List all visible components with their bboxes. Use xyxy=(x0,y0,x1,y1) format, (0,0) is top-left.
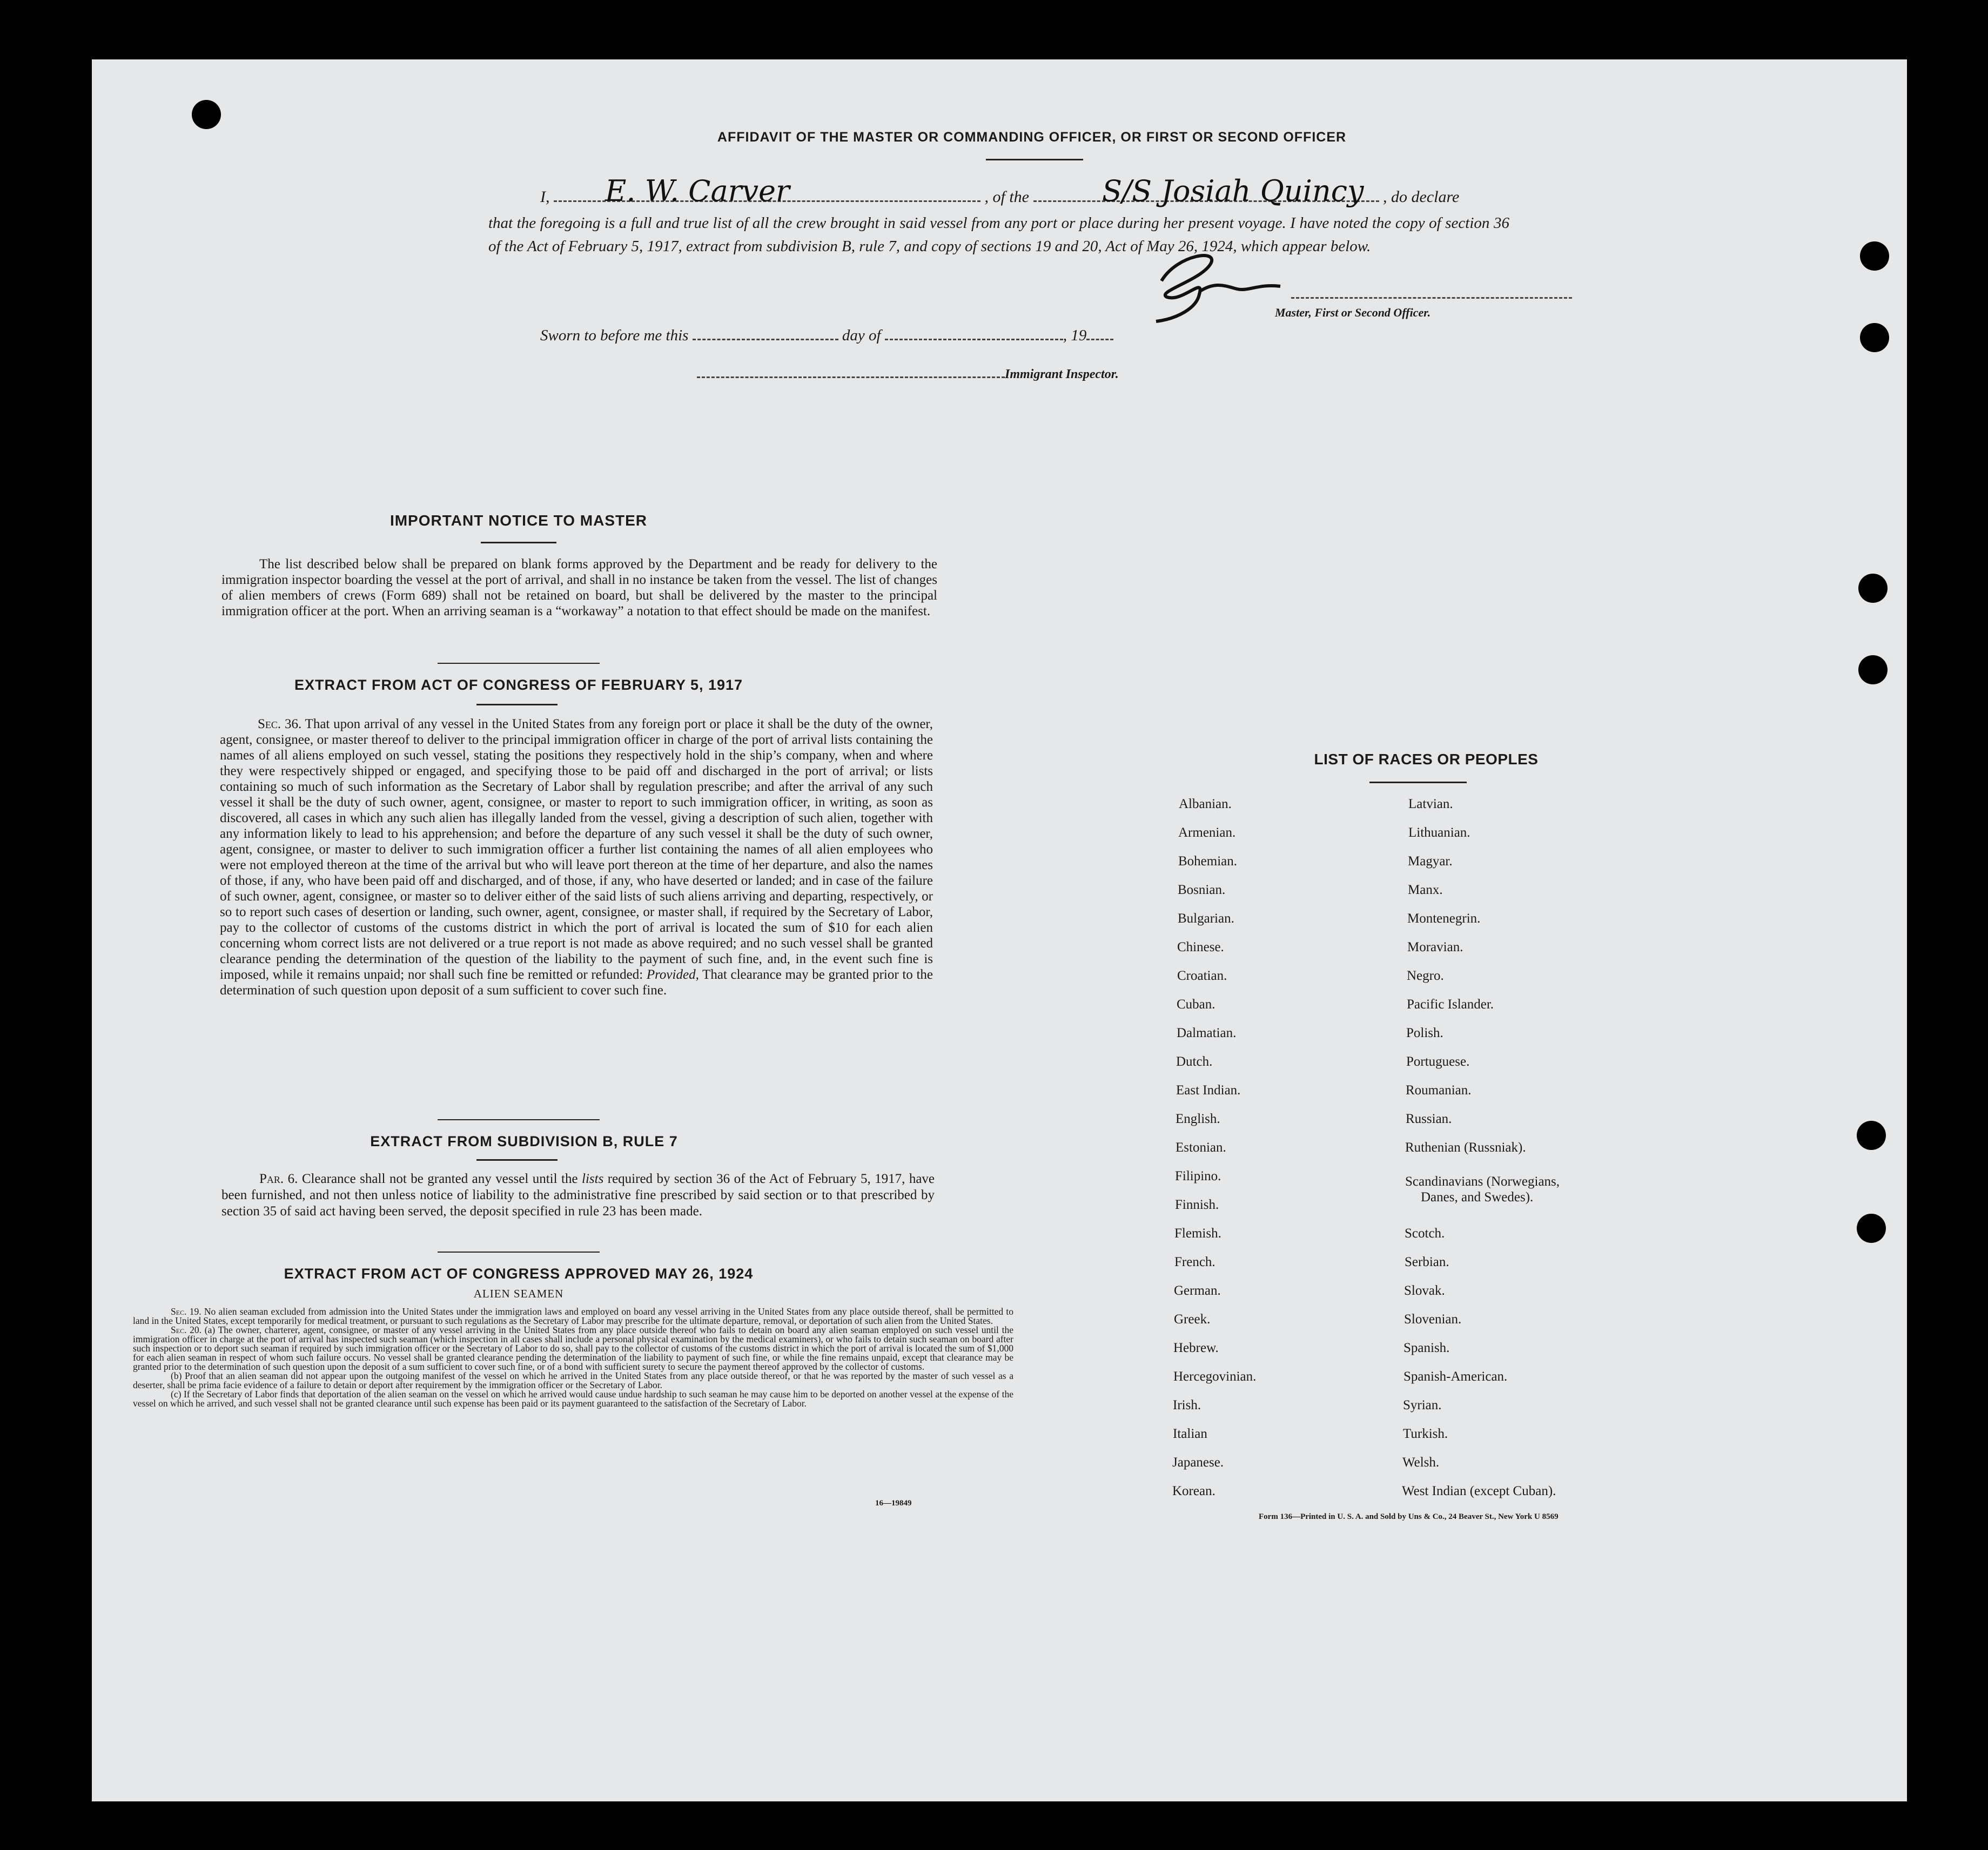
race-item: Russian. xyxy=(1406,1112,1452,1126)
sec-36-label: Sec. 36. xyxy=(258,717,302,731)
inspector-line xyxy=(697,367,1119,382)
divider xyxy=(986,159,1083,160)
race-item: German. xyxy=(1174,1283,1221,1298)
sec-20a-text: (a) The owner, charterer, agent, consignee, or master of any vessel arriving in the United States from any place outside thereof who fails to detain on board any alien seaman employed on such vessel until the immigration officer in charge at the port of arrival has inspected such seaman (which inspection in all cases shall include a personal physical examination by the medical examiners), or who fails to detain such seaman on board after such inspection or to deport such seaman if required by such immigration officer or the Secretary of Labor to do so, shall pay to the collector of customs of the customs district in which the port of arrival is located the sum of $1,000 for each alien seaman in respect of whom such failure occurs. No vessel shall be granted clearance pending the determination of the liability to payment of such fine, or while the fine remains unpaid, except that clearance may be granted prior to the determination of such question upon the deposit of a sum sufficient to cover such fine, or of a bond with sufficient surety to secure the payment thereof approved by the collector of customs. xyxy=(133,1324,1013,1372)
divider xyxy=(438,663,600,664)
divider xyxy=(476,1159,558,1161)
race-item: Magyar. xyxy=(1408,854,1453,869)
extract-1917-title: EXTRACT FROM ACT OF CONGRESS OF FEBRUARY 5, 1917 xyxy=(294,677,743,693)
inspector-caption: Immigrant Inspector. xyxy=(1005,367,1119,381)
sec-20b-text: (b) Proof that an alien seaman did not appear upon the outgoing manifest of the vessel on which he arrived in the United States from any place outside thereof, or that he was reported by the master of such vessel as a deserter, shall be prima facie evidence of a failure to detain or deport after requirement by the immigration officer or the Secretary of Labor. xyxy=(133,1370,1013,1390)
punch-hole xyxy=(1858,655,1888,684)
divider xyxy=(1369,782,1467,783)
signature xyxy=(1145,243,1286,324)
extract-1917-body xyxy=(220,716,933,998)
punch-hole xyxy=(1857,1121,1886,1150)
race-item-continuation: Danes, and Swedes). xyxy=(1421,1190,1534,1205)
signature-caption: Master, First or Second Officer. xyxy=(1275,306,1431,319)
punch-hole xyxy=(1860,241,1889,271)
race-item: Spanish. xyxy=(1403,1341,1450,1355)
race-item: Chinese. xyxy=(1177,940,1224,954)
race-item: Scandinavians (Norwegians, xyxy=(1405,1174,1560,1189)
divider xyxy=(438,1119,600,1120)
race-item: West Indian (except Cuban). xyxy=(1402,1484,1556,1498)
divider xyxy=(476,704,558,705)
race-item: Negro. xyxy=(1407,968,1444,983)
race-item: Lithuanian. xyxy=(1408,825,1470,840)
rule7-title: EXTRACT FROM SUBDIVISION B, RULE 7 xyxy=(370,1133,678,1149)
race-item: Bosnian. xyxy=(1178,883,1226,897)
race-item: Pacific Islander. xyxy=(1407,997,1494,1012)
rule7-text-b: required by section 36 of the Act of February 5, 1917, have been furnished, and not then unless notice of liability to the administrative fine prescribed by said section or to that prescribed by section 35 of said act having been served, the deposit specified in rule 23 has been made. xyxy=(221,1172,935,1219)
race-item: Turkish. xyxy=(1403,1427,1448,1441)
race-item: Polish. xyxy=(1406,1026,1443,1040)
race-item: Bulgarian. xyxy=(1178,911,1234,926)
race-item: Armenian. xyxy=(1178,825,1236,840)
divider xyxy=(481,542,556,543)
master-name: E. W. Carver xyxy=(605,174,790,208)
race-item: Estonian. xyxy=(1176,1140,1226,1155)
race-item: Latvian. xyxy=(1408,797,1453,811)
sworn-line: Sworn to before me this day of , 19 xyxy=(540,327,1113,345)
race-item: Manx. xyxy=(1408,883,1443,897)
par-6-label: Par. 6. xyxy=(259,1172,298,1186)
sec-19-label: Sec. 19. xyxy=(171,1306,202,1317)
race-item: Irish. xyxy=(1173,1398,1201,1412)
form-footer: Form 136—Printed in U. S. A. and Sold by Uns & Co., 24 Beaver St., New York U 8569 xyxy=(1259,1512,1559,1521)
race-item: Albanian. xyxy=(1179,797,1232,811)
of-the-label: , of the xyxy=(984,188,1029,206)
signature-line xyxy=(1291,297,1572,299)
punch-hole xyxy=(1860,323,1889,352)
extract-1924-body xyxy=(133,1307,1013,1408)
race-item: Slovak. xyxy=(1404,1283,1445,1298)
sworn-label: Sworn to before me this xyxy=(540,327,689,344)
notice-body: The list described below shall be prepared on blank forms approved by the Department and be ready for delivery to the immigration inspector boarding the vessel at the port of arrival, and shall in no instance be taken from the vessel. The list of changes of alien members of crews (Form 689) shall not be retained on board, but shall be delivered by the master to the principal immigration officer at the port. When an arriving seaman is a “workaway” a notation to that effect should be made on the manifest. xyxy=(221,557,937,618)
race-item: Dalmatian. xyxy=(1177,1026,1237,1040)
sec-19-text: No alien seaman excluded from admission into the United States under the immigration laws and employed on board any vessel arriving in the United States from any place outside thereof, shall be permitted to land in the United States, except temporarily for medical treatment, or pursuant to such regulations as the Secretary of Labor may prescribe for the ultimate departure, removal, or deportation of such alien from the United States. xyxy=(133,1306,1014,1326)
race-item: Italian xyxy=(1173,1427,1207,1441)
race-item: Korean. xyxy=(1172,1484,1215,1498)
punch-hole xyxy=(1858,574,1888,603)
rule7-text-a: Clearance shall not be granted any vessel until the xyxy=(301,1172,578,1186)
race-item: Flemish. xyxy=(1174,1226,1221,1241)
race-item: Scotch. xyxy=(1405,1226,1445,1241)
provided-word: Provided, xyxy=(646,967,699,982)
race-item: Syrian. xyxy=(1403,1398,1442,1412)
race-item: Hebrew. xyxy=(1173,1341,1219,1355)
race-item: Moravian. xyxy=(1407,940,1463,954)
day-of-label: day of xyxy=(842,327,881,344)
race-item: Portuguese. xyxy=(1406,1054,1470,1069)
race-item: Filipino. xyxy=(1175,1169,1221,1183)
race-item: East Indian. xyxy=(1176,1083,1241,1098)
divider xyxy=(438,1252,600,1253)
alien-seamen-subtitle: ALIEN SEAMEN xyxy=(473,1287,564,1300)
sec-20-label: Sec. 20. xyxy=(171,1324,202,1335)
race-item: Roumanian. xyxy=(1406,1083,1472,1098)
sec-36-text: That upon arrival of any vessel in the United States from any foreign port or place it shall be the duty of the owner, agent, consignee, or master thereof to deliver to the principal immigration officer in charge of the port of arrival lists containing the names of all aliens employed on such vessel, stating the positions they respectively hold in the ship’s company, when and where they were respectively shipped or engaged, and specifying those to be paid off and discharged in the port of arrival; or lists containing so much of such information as the Secretary of Labor shall by regulation prescribe; and after the arrival of any such vessel it shall be the duty of such owner, agent, consignee, or master to report to such immigration officer, in writing, as soon as discovered, all cases in which any such alien has illegally landed from the vessel, giving a description of such alien, together with any information likely to lead to his apprehension; and before the departure of any such vessel it shall be the duty of such owner, agent, consignee, or master to deliver to such immigration officer a further list containing the names of all alien employees who were not employed thereon at the time of the arrival but who will leave port thereon at the time of her departure, and also the names of those, if any, who have been paid off and discharged, and of those, if any, who have deserted or landed; and in case of the failure of such owner, agent, consignee, or master so to deliver either of the said lists of such aliens arriving and departing, respectively, or so to report such cases of desertion or landing, such owner, agent, consignee, or master shall, if required by the Secretary of Labor, pay to the collector of customs of the customs district in which the port of arrival is located the sum of $10 for each alien concerning whom correct lists are not delivered or a true report is not made as above required; and no such vessel shall be granted clearance pending the determination of the question of the liability to the payment of such fine, and, in the event such fine is imposed, while it remains unpaid; nor shall such fine be remitted or refunded: xyxy=(220,717,933,982)
form-page xyxy=(92,59,1907,1801)
race-item: Croatian. xyxy=(1177,968,1227,983)
sec-36-text-end: That clearance may be granted prior to the determination of such question upon deposit of a sum sufficient to cover such fine. xyxy=(220,967,933,998)
print-code: 16—19849 xyxy=(875,1499,912,1508)
race-item: Ruthenian (Russniak). xyxy=(1405,1140,1526,1155)
race-item: Serbian. xyxy=(1405,1255,1449,1269)
month-blank xyxy=(885,339,1063,340)
race-item: Bohemian. xyxy=(1178,854,1238,869)
race-item: Spanish-American. xyxy=(1403,1369,1508,1384)
year-prefix: 19 xyxy=(1071,327,1087,344)
declare-label: , do declare xyxy=(1383,188,1460,206)
day-blank xyxy=(693,339,838,340)
race-item: English. xyxy=(1176,1112,1220,1126)
sec-20c-text: (c) If the Secretary of Labor finds that deportation of the alien seaman on the vessel on which he arrived would cause undue hardship to such seaman he may cause him to be deported on another vessel at the expense of the vessel on which he arrived, and such vessel shall not be granted clearance until such expense has been paid or its payment guaranteed to the satisfaction of the Secretary of Labor. xyxy=(133,1389,1013,1409)
race-item: Hercegovinian. xyxy=(1173,1369,1257,1384)
extract-1924-title: EXTRACT FROM ACT OF CONGRESS APPROVED MAY 26, 1924 xyxy=(284,1266,754,1282)
punch-hole xyxy=(1857,1214,1886,1243)
race-item: Welsh. xyxy=(1402,1455,1440,1470)
year-blank xyxy=(1086,339,1113,340)
race-item: Greek. xyxy=(1174,1312,1211,1327)
i-label: I, xyxy=(540,188,550,206)
declaration-body: that the foregoing is a full and true list of all the crew brought in said vessel from any port or place during her present voyage. I have noted the copy of section 36 of the Act of February 5, 1917, extract from subdivision B, rule 7, and copy of sections 19 and 20, Act of May 26, 1924, which appear below. xyxy=(488,214,1509,255)
rule7-body xyxy=(221,1171,935,1220)
race-item: Finnish. xyxy=(1175,1198,1219,1212)
races-title: LIST OF RACES OR PEOPLES xyxy=(1314,751,1539,768)
punch-hole xyxy=(192,100,221,129)
race-item: Cuban. xyxy=(1177,997,1215,1012)
inspector-blank xyxy=(697,376,1005,378)
notice-title: IMPORTANT NOTICE TO MASTER xyxy=(389,512,648,529)
race-item: Dutch. xyxy=(1176,1054,1213,1069)
race-item: Slovenian. xyxy=(1404,1312,1462,1327)
vessel-name: S/S Josiah Quincy xyxy=(1102,174,1364,208)
race-item: French. xyxy=(1174,1255,1215,1269)
race-item: Japanese. xyxy=(1172,1455,1224,1470)
race-item: Montenegrin. xyxy=(1407,911,1481,926)
lists-word: lists xyxy=(582,1172,604,1186)
affidavit-title: AFFIDAVIT OF THE MASTER OR COMMANDING OFFICER, OR FIRST OR SECOND OFFICER xyxy=(717,130,1347,145)
